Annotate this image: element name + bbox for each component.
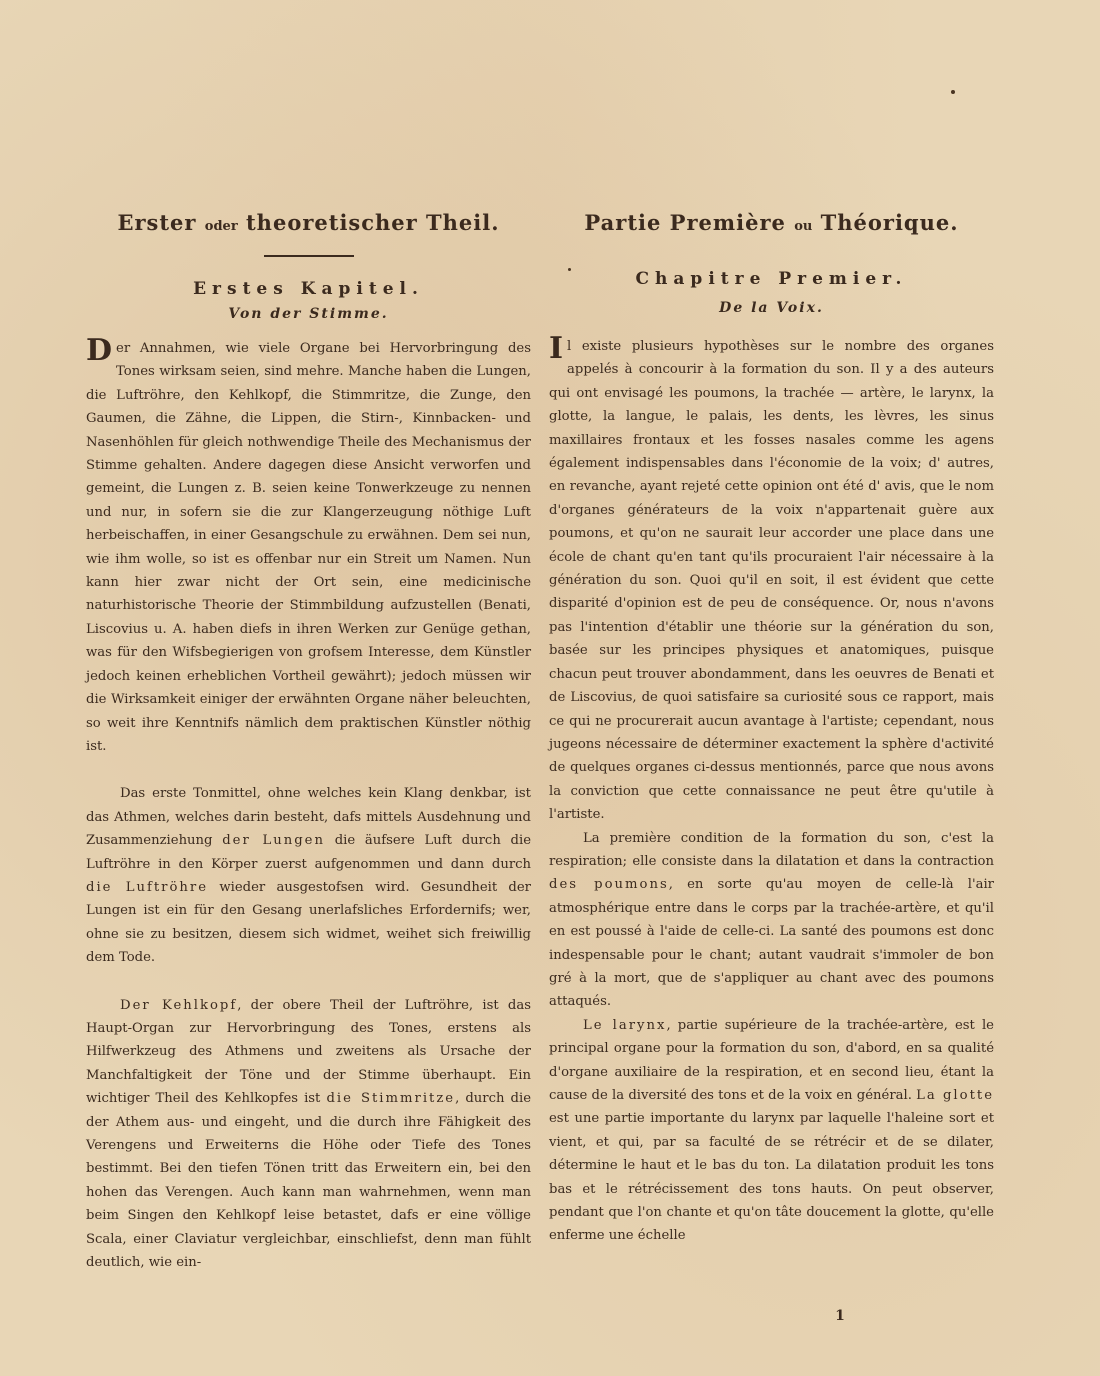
french-part-title: Partie Première ou Théorique.	[584, 210, 959, 235]
french-column	[549, 205, 994, 1248]
french-paragraph-1: Il existe plusieurs hypothèses sur le nombre des organes appelés à concourir à la formation du son. Il y a des auteurs qui ont envisagé les poumons, la trachée — artère, le larynx, la glotte, la langue, le palais, les dents, les lèvres, les sinus maxillaires frontaux et les fosses nasales comme les agens également indispensables dans l'économie de la voix; d' autres, en revanche, ayant rejeté cette opinion ont été d' avis, que le nom d'organes générateurs de la voix n'appartenait guère aux poumons, et qu'on ne saurait leur accorder une place dans une école de chant qu'en tant qu'ils procuraient l'air nécessaire à la génération du son. Quoi qu'il en soit, il est évident que cette disparité d'opinion est de peu de conséquence. Or, nous n'avons pas l'intention d'établir une théorie sur la génération du son, basée sur les principes physiques et anatomiques, puisque chacun peut trouver abondamment, dans les oeuvres de Benati et de Liscovius, de quoi satisfaire sa curiosité sous ce rapport, mais ce qui ne procurerait aucun avantage à l'artiste; cependant, nous jugeons nécessaire de déterminer exactement la sphère d'activité de quelques organes ci-dessus mentionnés, parce que nous avons la conviction que cette connaissance ne peut être qu'utile à l'artiste.	[549, 331, 994, 823]
german-chapter-subtitle: Von der Stimme.	[228, 306, 389, 322]
german-chapter-heading: Erstes Kapitel.	[193, 279, 424, 299]
paper-speck	[568, 268, 571, 271]
german-paragraph-1: Der Annahmen, wie viele Organe bei Hervorbringung des Tones wirksam seien, sind mehre. Manche haben die Lungen, die Luftröhre, den Kehlkopf, die Stimmritze, die Zunge, den Gaumen, die Zähne, die Lippen, die Stirn-, Kinnbacken- und Nasenhöhlen für gleich nothwendige Theile des Mechanismus der Stimme gehalten. Andere dagegen diese Ansicht verworfen und gemeint, die Lungen z. B. seien keine Tonwerkzeuge zu nennen und nur, in sofern sie die zur Klangerzeugung nöthige Luft herbeischaffen, in einer Gesangschule zu erwähnen. Dem sei nun, wie ihm wolle, so ist es offenbar nur ein Streit um Namen. Nun kann hier zwar nicht der Ort sein, eine medicinische naturhistorische Theorie der Stimmbildung aufzustellen (Benati, Liscovius u. A. haben diefs in ihren Werken zur Genüge gethan, was für den Wifsbegierigen von grofsem Interesse, dem Künstler jedoch keinen erheblichen Vortheil gewährt); jedoch müssen wir die Wirksamkeit einiger der erwähnten Organe näher beleuchten, so weit ihre Kenntnifs nämlich dem praktischen Künstler nöthig ist.	[86, 333, 531, 754]
german-paragraph-3: Der Kehlkopf, der obere Theil der Luftröhre, ist das Haupt-Organ zur Hervorbringung des Tones, erstens als Hilfwerkzeug des Athmens und zweitens als Ursache der Manchfaltigkeit der Töne und der Stimme überhaupt. Ein wichtiger Theil des Kehlkopfes ist die Stimmritze, durch die der Athem aus- und eingeht, und die durch ihre Fähigkeit des Verengens und Erweiterns die Höhe oder Tiefe des Tones bestimmt. Bei den tiefen Tönen tritt das Erweitern ein, bei den hohen das Verengen. Auch kann man wahrnehmen, wenn man beim Singen den Kehlkopf leise betastet, dafs er eine völlige Scala, einer Claviatur vergleichbar, einschliefst, denn man fühlt deutlich, wie ein-	[86, 997, 532, 1271]
page-number: 1	[835, 1308, 845, 1324]
drop-cap: D	[86, 333, 113, 368]
title-divider	[264, 255, 354, 257]
french-chapter-heading: Chapitre Premier.	[635, 269, 908, 289]
french-paragraph-2: La première condition de la formation du son, c'est la respiration; elle consiste dans la dilatation et dans la contraction des poumons, en sorte qu'au moyen de celle-là l'air atmosphérique entre dans le corps par la trachée-artère, et qu'il en est poussé à l'aide de celle-ci. La santé des poumons est donc indespensable pour le chant; autant vaudrait s'immoler de bon gré à la mort, que de s'appliquer au chant avec des poumons attaqués.	[549, 830, 994, 1010]
french-paragraph-3: Le larynx, partie supérieure de la trachée-artère, est le principal organe pour la formation du son, d'abord, en sa qualité d'organe auxiliaire de la respiration, et en second lieu, étant la cause de la diversité des tons et de la voix en général. La glotte est une partie importante du larynx par laquelle l'haleine sort et vient, et qui, par sa faculté de se rétrécir et de se dilater, détermine le haut et le bas du ton. La dilatation produit les tons bas et le rétrécissement des tons hauts. On peut observer, pendant que l'on chante et qu'on tâte doucement la glotte, qu'elle enferme une échelle	[549, 1017, 994, 1244]
french-chapter-subtitle: De la Voix.	[719, 300, 824, 316]
german-part-title: Erster oder theoretischer Theil.	[117, 210, 500, 235]
german-paragraph-2: Das erste Tonmittel, ohne welches kein Klang denkbar, ist das Athmen, welches darin besteht, dafs mittels Ausdehnung und Zusammenziehung der Lungen die äufsere Luft durch die Luftröhre in den Körper zuerst aufgenommen und dann durch die Luftröhre wieder ausgestofsen wird. Gesundheit der Lungen ist ein für den Gesang unerlafsliches Erfordernifs; wer, ohne sie zu besitzen, diesem sich widmet, weihet sich freiwillig dem Tode.	[86, 786, 531, 966]
drop-cap: I	[549, 331, 564, 366]
german-column	[86, 205, 531, 1274]
paper-speck	[951, 90, 955, 94]
